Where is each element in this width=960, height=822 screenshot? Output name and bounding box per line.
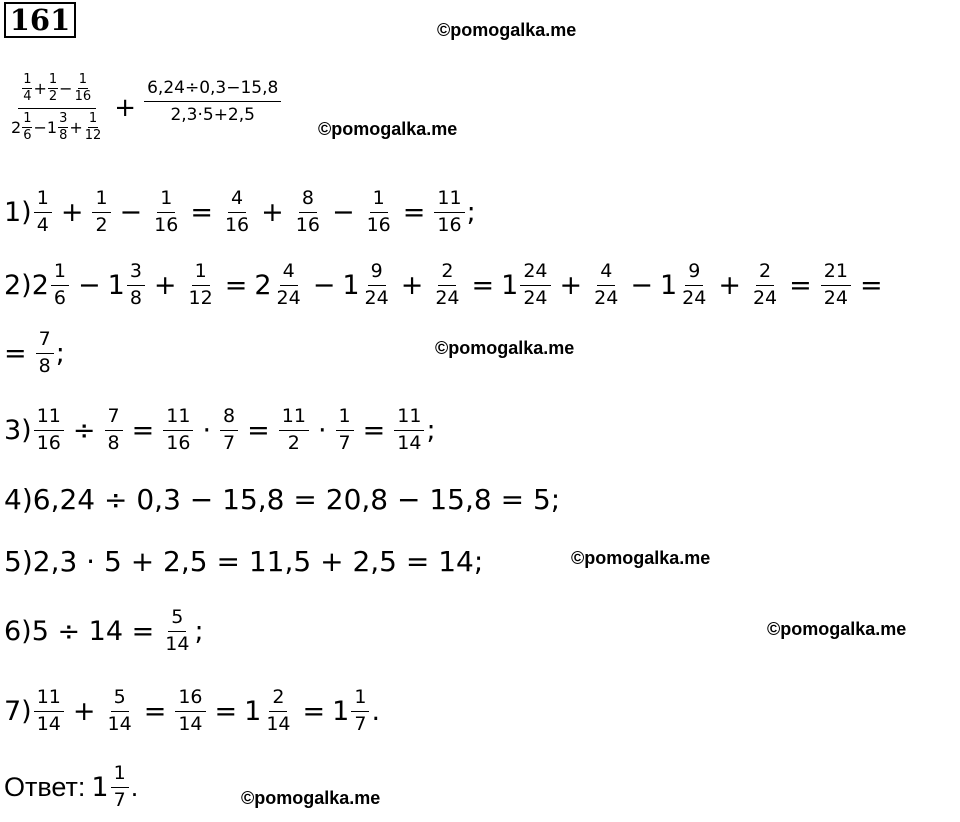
step-2-continued: = $\frac{7}{8}$ ; xyxy=(4,327,65,377)
watermark: ©pomogalka.me xyxy=(437,20,577,40)
step-3: 3) $\frac{11}{16}$ ÷ $\frac{7}{8}$ = $\frac{11}{16}$ · $\frac{8}{7}$ = $\frac{11}{2}$ · $\frac{1}{7}$ = $\frac{11}{14}$ ; xyxy=(4,404,436,454)
step-5: 5) 2,3 · 5 + 2,5 = 11,5 + 2,5 = 14; xyxy=(4,545,484,578)
problem-expression: 1 4 + 1 2 − 1 16 2 1 6 − 1 3 8 + 1 12 + $\frac{6,24\div 0,3-15,8}{2,3\cdot 5+2,5}$ xyxy=(8,58,281,158)
complex-fraction: 1 4 + 1 2 − 1 16 2 1 6 − 1 3 8 + 1 12 xyxy=(11,71,102,143)
step-7: 7) 11 14 + $\frac{5}{14}$ = $\frac{16}{14}$ = 1 $\frac{2}{14}$ = 1 1 7 . xyxy=(4,685,381,735)
answer: Ответ: 1 1 7 . xyxy=(4,761,139,811)
problem-number: 161 xyxy=(4,2,76,38)
watermark: ©pomogalka.me xyxy=(767,619,907,639)
step-6: 6) 5 ÷ 14 = $\frac{5}{14}$ ; xyxy=(4,605,204,655)
watermark: ©pomogalka.me xyxy=(571,548,711,568)
step-2: 2) 2 1 6 − 1 3 8 + $\frac{1}{12}$ = 2 4 24 − 1 9 24 + $\frac{2}{24}$ = 1 24 24 + $\frac{4}{24}$ − 1 9 24 + $\frac{2}{24}$ = $\frac{21}{24}$ = xyxy=(4,259,883,309)
step-4: 4) 6,24 ÷ 0,3 − 15,8 = 20,8 − 15,8 = 5; xyxy=(4,483,561,516)
watermark: ©pomogalka.me xyxy=(318,119,458,139)
watermark: ©pomogalka.me xyxy=(435,338,575,358)
decimal-fraction: $\frac{6,24\div 0,3-15,8}{2,3\cdot 5+2,5}$ xyxy=(144,78,281,125)
watermark: ©pomogalka.me xyxy=(241,788,381,808)
step-1: 1) 1 4 + $\frac{1}{2}$ − $\frac{1}{16}$ = $\frac{4}{16}$ + $\frac{8}{16}$ − $\frac{1}{16}$ = $\frac{11}{16}$ ; xyxy=(4,186,476,236)
